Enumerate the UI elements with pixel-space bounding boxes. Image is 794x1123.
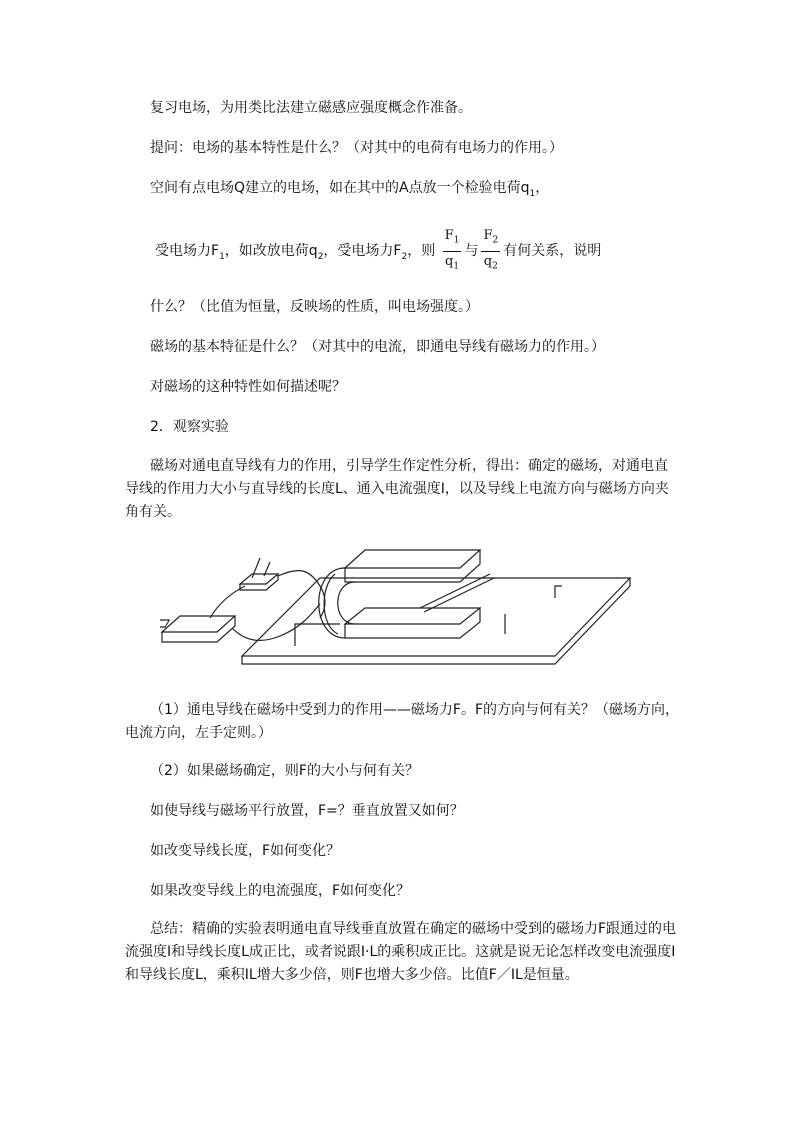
fraction-denominator [481,252,500,275]
battery-box-side [162,616,235,642]
magnet-bottom-face [345,608,480,624]
conductor-rod [420,574,490,608]
subscript: 1 [453,235,460,246]
question-1: （1）通电导线在磁场中受到力的作用——磁场力F。F的方向与何有关？（磁场方向，电流方向，左手定则。） [125,702,680,741]
paragraph-force-analysis: 磁场对通电直导线有力的作用，引导学生作定性分析，得出：确定的磁场，对通电直导线的作用力大小与直导线的长度L、通入电流强度I，以及导线上电流方向与磁场方向夹角有关。 [125,458,669,520]
text-line-conclusion-e: 什么？（比值为恒量，反映场的性质，叫电场强度。） [150,299,479,315]
magnet-top-side [345,550,480,582]
text-line-magnetic-question: 磁场的基本特征是什么？（对其中的电流，即通电导线有磁场力的作用。） [150,339,605,355]
text-span: 有何关系，说明 [503,243,602,260]
text-span: ，则 [407,243,436,260]
fraction-denominator [443,252,462,275]
battery-box-top [162,616,235,632]
subscript: 2 [492,261,498,272]
section-heading-experiment: 2．观察实验 [150,419,229,435]
subscript: 1 [453,261,460,272]
text-span: 受电场力F [155,243,220,260]
text-span: 与 [464,243,479,260]
text-line-describe: 对磁场的这种特性如何描述呢？ [150,379,346,395]
question-length: 如改变导线长度，F如何变化？ [150,843,341,859]
subscript: 2 [401,251,408,262]
fraction-f2-q2 [481,228,500,274]
wire-1 [210,586,245,618]
switch-base [240,574,278,584]
magnet-bottom-side [345,608,480,638]
text-line-question: 提问：电场的基本特性是什么？（对其中的电荷有电场力的作用。） [150,140,563,156]
subscript: 1 [529,188,536,199]
magnet-top-face [345,550,480,568]
text-line-ratio [155,228,601,276]
subscript: 2 [317,251,324,262]
fraction-f1-q1 [443,228,462,274]
rail-back [555,586,562,598]
board-top [242,578,630,656]
text-span: q [445,253,454,269]
switch-side [240,574,278,590]
text-span: ，如改放电荷q [224,243,318,260]
fraction-numerator [481,228,500,252]
text-span: F [444,228,454,243]
text-span: F [483,228,493,243]
question-2: （2）如果磁场确定，则F的大小与何有关？ [150,763,419,779]
text-span: ， [535,180,550,196]
battery-cell [160,620,169,627]
wire-2 [278,571,325,618]
subscript: 2 [492,235,499,246]
text-span: q [483,253,493,269]
experiment-diagram [160,546,640,671]
conductor-rod-edge [424,578,494,612]
switch-lever [252,558,260,578]
subscript: 1 [219,251,225,262]
question-parallel: 如使导线与磁场平行放置，F=？垂直放置又如何？ [150,803,464,819]
fraction-numerator [443,228,462,252]
text-span: 空间有点电场Q建立的电场，如在其中的A点放一个检验电荷q [150,180,530,196]
text-line-point-charge [150,178,549,204]
magnet-bend-shade [324,574,338,634]
summary-paragraph: 总结：精确的实验表明通电直导线垂直放置在确定的磁场中受到的磁场力F跟通过的电流强度I和导线长度L成正比，或者说跟I·L的乘积成正比。这就是说无论怎样改变电流强度I和导线长度L，乘积IL增大多少倍，则F也增大多少倍。比值F／IL是恒量。 [125,921,677,983]
board-edge [242,578,630,664]
text-line-review: 复习电场，为用类比法建立磁感应强度概念作准备。 [150,100,472,116]
question-current: 如果改变导线上的电流强度，F如何变化？ [150,883,411,899]
text-span: ，受电场力F [323,243,402,260]
